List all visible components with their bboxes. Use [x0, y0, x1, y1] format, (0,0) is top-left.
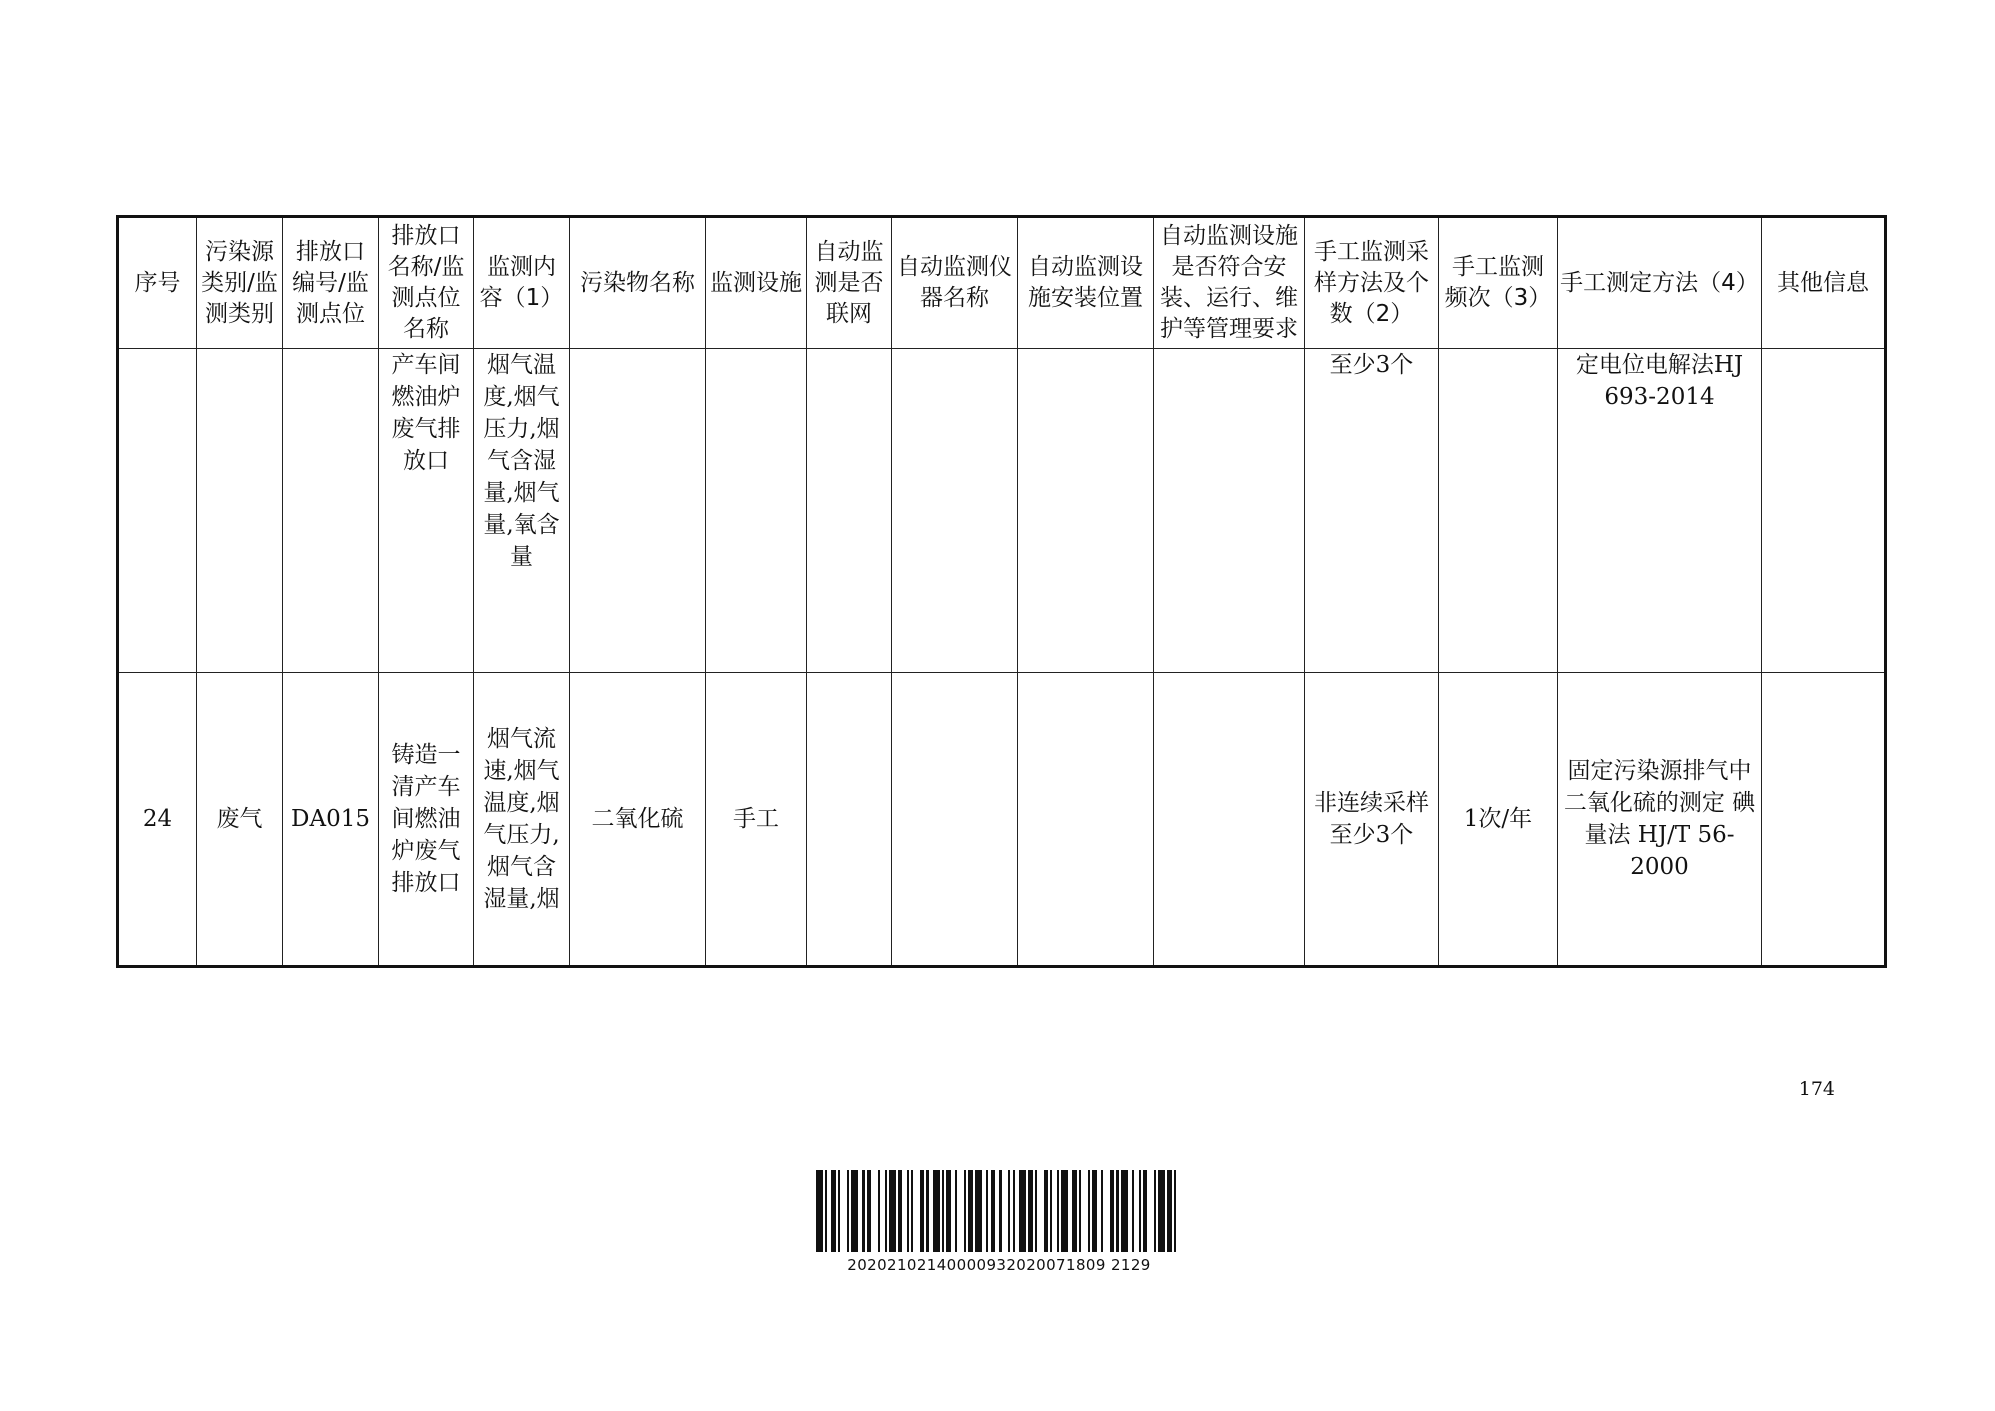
cell-pollutant: 二氧化硫	[570, 673, 706, 967]
cell-manual-method: 定电位电解法HJ 693-2014	[1558, 349, 1762, 673]
cell-no	[118, 349, 197, 673]
cell-facility	[706, 349, 807, 673]
header-cell: 监测内容（1）	[474, 217, 570, 349]
header-cell: 手工监测采样方法及个数（2）	[1305, 217, 1439, 349]
barcode-bar	[933, 1170, 940, 1252]
barcode-bar	[1061, 1170, 1068, 1252]
barcode-bar	[1019, 1170, 1026, 1252]
header-cell: 手工监测频次（3）	[1439, 217, 1558, 349]
barcode-bar	[1081, 1170, 1088, 1252]
cell-other	[1762, 349, 1886, 673]
barcode-bar	[851, 1170, 858, 1252]
barcode-bar	[1158, 1170, 1165, 1252]
cell-outlet-name: 产车间燃油炉废气排放口	[379, 349, 474, 673]
barcode-bar	[840, 1170, 847, 1252]
cell-content: 烟气温度,烟气压力,烟气含湿量,烟气量,氧含量	[474, 349, 570, 673]
header-cell: 排放口编号/监测点位	[283, 217, 379, 349]
cell-auto-compliance	[1154, 673, 1305, 967]
barcode-bar	[1037, 1170, 1044, 1252]
header-cell: 自动监测仪器名称	[892, 217, 1018, 349]
cell-category: 废气	[197, 673, 283, 967]
barcode-bar	[1147, 1170, 1154, 1252]
cell-manual-method: 固定污染源排气中二氧化硫的测定 碘量法 HJ/T 56-2000	[1558, 673, 1762, 967]
cell-outlet-name: 铸造一清产车间燃油炉废气排放口	[379, 673, 474, 967]
barcode-bar	[816, 1170, 823, 1252]
cell-outlet-code	[283, 349, 379, 673]
barcode	[816, 1170, 1182, 1274]
header-cell: 自动监测设施是否符合安装、运行、维护等管理要求	[1154, 217, 1305, 349]
barcode-bar	[1103, 1170, 1110, 1252]
header-cell: 自动监测设施安装位置	[1018, 217, 1154, 349]
page-number: 174	[1798, 1078, 1835, 1100]
cell-auto-instrument	[892, 673, 1018, 967]
header-cell: 自动监测是否联网	[807, 217, 892, 349]
barcode-bar	[1176, 1170, 1180, 1252]
cell-auto-instrument	[892, 349, 1018, 673]
cell-facility: 手工	[706, 673, 807, 967]
cell-category	[197, 349, 283, 673]
cell-outlet-code: DA015	[283, 673, 379, 967]
barcode-bar	[1121, 1170, 1128, 1252]
header-cell: 污染物名称	[570, 217, 706, 349]
barcode-bar	[889, 1170, 896, 1252]
barcode-bar	[975, 1170, 982, 1252]
barcode-number: 20202102140000932020071809 2129	[847, 1256, 1151, 1274]
header-cell: 手工测定方法（4）	[1558, 217, 1762, 349]
cell-no: 24	[118, 673, 197, 967]
barcode-bar	[871, 1170, 878, 1252]
header-cell: 监测设施	[706, 217, 807, 349]
cell-manual-frequency	[1439, 349, 1558, 673]
monitoring-table	[116, 215, 1887, 968]
barcode-bar	[957, 1170, 964, 1252]
cell-manual-sampling: 非连续采样 至少3个	[1305, 673, 1439, 967]
cell-auto-location	[1018, 349, 1154, 673]
header-cell: 其他信息	[1762, 217, 1886, 349]
header-cell: 排放口名称/监测点位名称	[379, 217, 474, 349]
cell-content: 烟气流速,烟气温度,烟气压力,烟气含湿量,烟	[474, 673, 570, 967]
header-row	[118, 217, 1886, 349]
barcode-bar	[913, 1170, 920, 1252]
cell-auto-networked	[807, 349, 892, 673]
table-row	[118, 349, 1886, 673]
header-cell: 污染源类别/监测类别	[197, 217, 283, 349]
cell-auto-networked	[807, 673, 892, 967]
cell-auto-location	[1018, 673, 1154, 967]
cell-manual-frequency: 1次/年	[1439, 673, 1558, 967]
barcode-bar	[1002, 1170, 1009, 1252]
cell-pollutant	[570, 349, 706, 673]
cell-manual-sampling: 至少3个	[1305, 349, 1439, 673]
cell-other	[1762, 673, 1886, 967]
cell-auto-compliance	[1154, 349, 1305, 673]
table-row	[118, 673, 1886, 967]
barcode-bars	[816, 1170, 1182, 1252]
header-cell: 序号	[118, 217, 197, 349]
